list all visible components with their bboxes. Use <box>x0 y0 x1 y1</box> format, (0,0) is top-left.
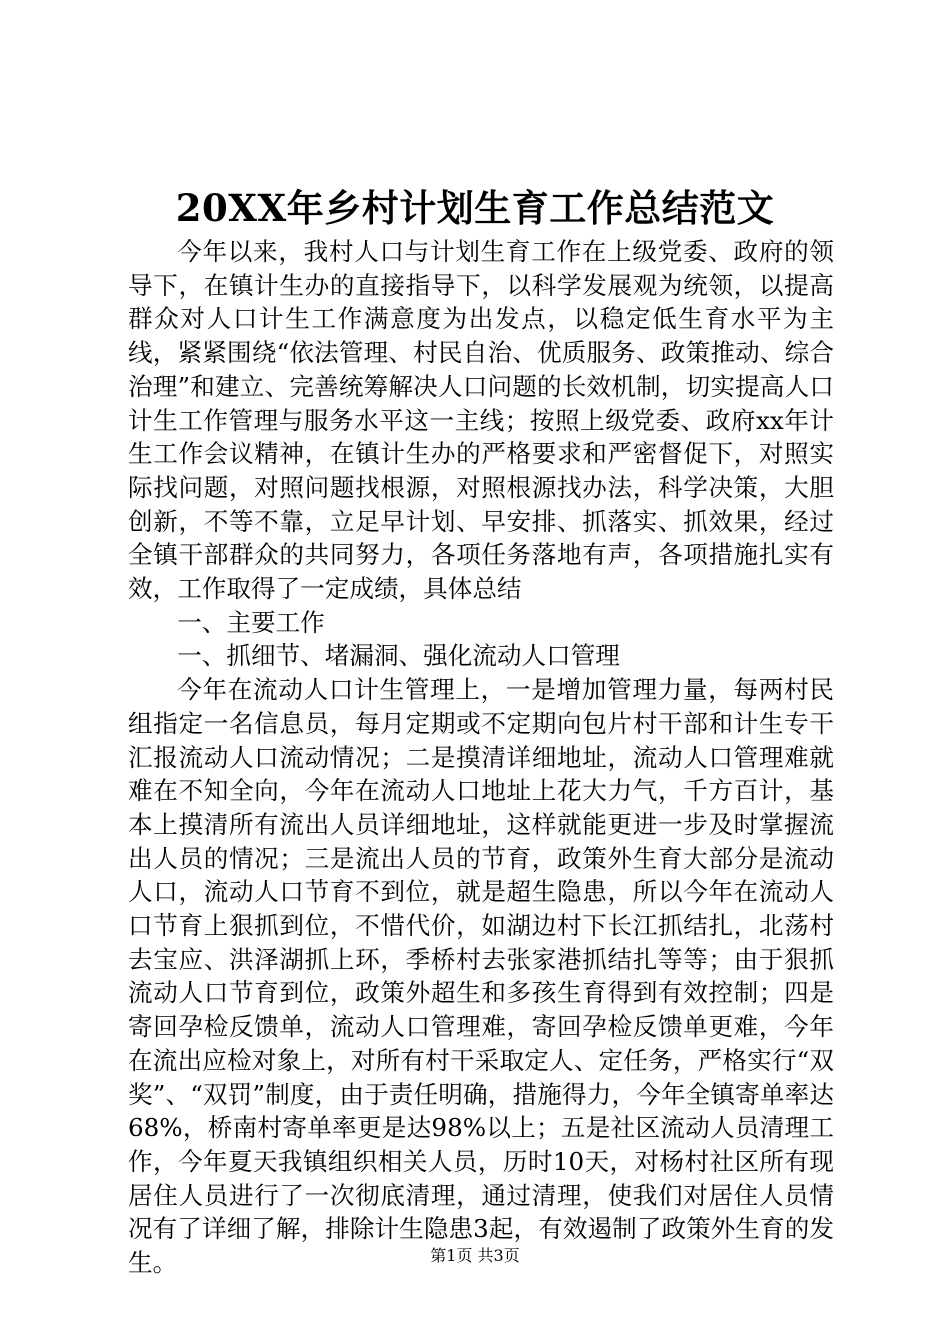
page-footer: 第1页 共3页 <box>430 1246 520 1265</box>
paragraph-intro: 今年以来，我村人口与计划生育工作在上级党委、政府的领导下，在镇计生办的直接指导下，以科学发展观为统领，以提高群众对人口计生工作满意度为出发点，以稳定低生育水平为主线，紧紧围绕“依法管理、村民自治、优质服务、政策推动、综合治理”和建立、完善统筹解决人口问题的长效机制，切实提高人口计生工作管理与服务水平这一主线；按照上级党委、政府xx年计生工作会议精神，在镇计生办的严格要求和严密督促下，对照实际找问题，对照问题找根源，对照根源找办法，科学决策，大胆创新，不等不靠，立足早计划、早安排、抓落实、抓效果，经过全镇干部群众的共同努力，各项任务落地有声，各项措施扎实有效，工作取得了一定成绩，具体总结 <box>128 237 834 604</box>
document-body <box>128 235 834 1280</box>
section-heading-main-work: 一、主要工作 <box>177 607 325 637</box>
document-title: 20XX年乡村计划生育工作总结范文 <box>175 186 775 230</box>
subsection-heading-floating-population: 一、抓细节、堵漏洞、强化流动人口管理 <box>177 641 620 671</box>
paragraph-floating-population: 今年在流动人口计生管理上，一是增加管理力量，每两村民组指定一名信息员，每月定期或不定期向包片村干部和计生专干汇报流动人口流动情况；二是摸清详细地址，流动人口管理难就难在不知全向，今年在流动人口地址上花大力气，千方百计，基本上摸清所有流出人员详细地址，这样就能更进一步及时掌握流出人员的情况；三是流出人员的节育，政策外生育大部分是流动人口，流动人口节育不到位，就是超生隐患，所以今年在流动人口节育上狠抓到位，不惜代价，如湖边村下长江抓结扎，北荡村去宝应、洪泽湖抓上环，季桥村去张家港抓结扎等等；由于狠抓流动人口节育到位，政策外超生和多孩生育得到有效控制；四是寄回孕检反馈单，流动人口管理难，寄回孕检反馈单更难，今年在流出应检对象上，对所有村干采取定人、定任务，严格实行“双奖”、“双罚”制度，由于责任明确，措施得力，今年全镇寄单率达68%，桥南村寄单率更是达98%以上；五是社区流动人员清理工作，今年夏天我镇组织相关人员，历时10天，对杨村社区所有现居住人员进行了一次彻底清理，通过清理，使我们对居住人员情况有了详细了解，排除计生隐患3起，有效遏制了政策外生育的发生。 <box>128 675 834 1278</box>
